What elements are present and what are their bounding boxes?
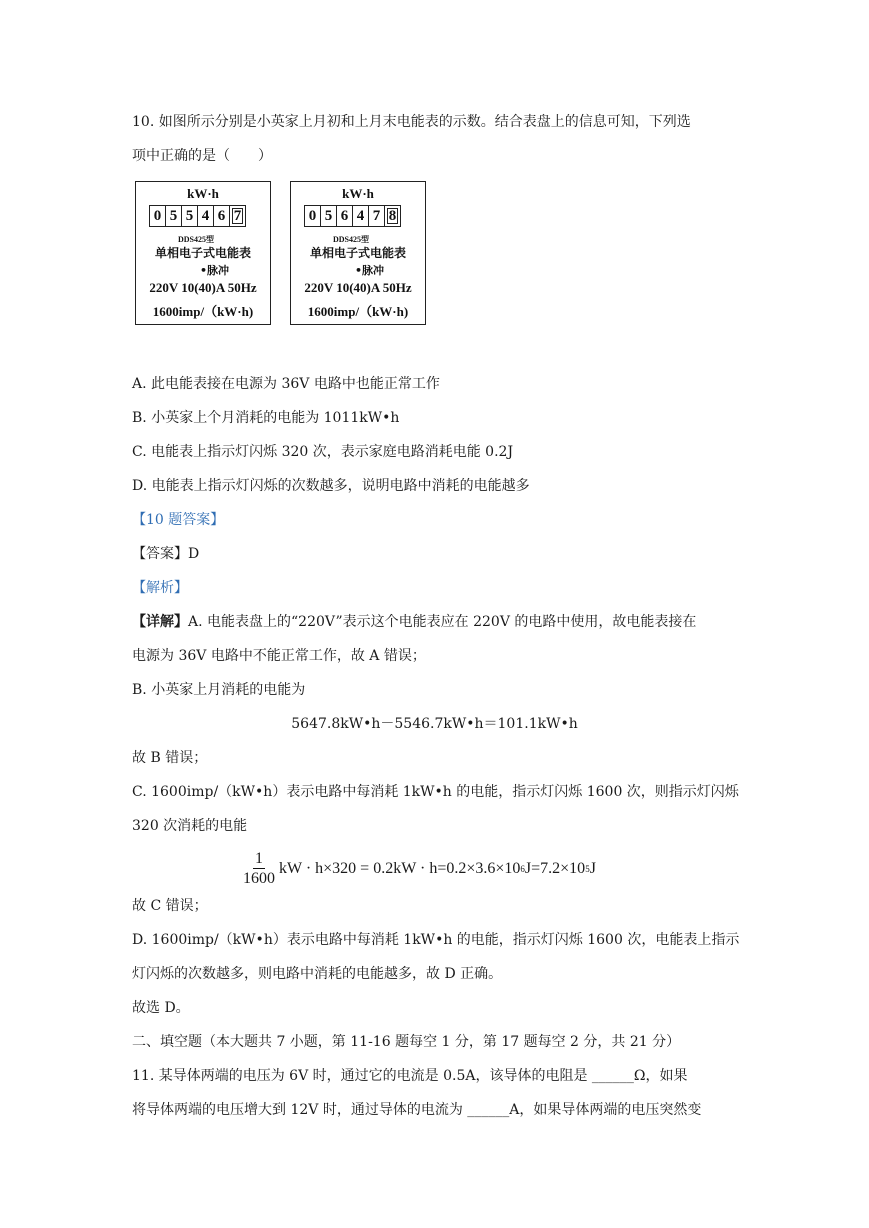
formula-mid: J=7.2×10 <box>524 860 586 877</box>
meter-digit: 4 <box>197 205 214 227</box>
detail-d-line-1: D. 1600imp/（kW•h）表示电路中每消耗 1kW•h 的电能，指示灯闪烁 1600 次，电能表上指示 <box>132 932 740 948</box>
meter-digits <box>150 205 246 227</box>
detail-tag: 【详解】 <box>132 614 188 630</box>
option-c: C. 电能表上指示灯闪烁 320 次，表示家庭电路消耗电能 0.2J <box>132 444 514 460</box>
detail-c-line-2: 320 次消耗的电能 <box>132 818 248 834</box>
formula-exponent-1: 6 <box>520 864 525 874</box>
answer-heading: 【10 题答案】 <box>132 512 225 528</box>
meter-digits <box>305 205 401 227</box>
meter-digit: 5 <box>320 205 337 227</box>
meter-digit: 6 <box>336 205 353 227</box>
formula-rest: kW · h×320 = 0.2kW · h=0.2×3.6×10 <box>279 860 521 877</box>
meter-decimal-digit: 7 <box>229 205 246 227</box>
detail-b-line-1: B. 小英家上月消耗的电能为 <box>132 682 306 698</box>
meter-name: 单相电子式电能表 <box>309 246 406 260</box>
option-d: D. 电能表上指示灯闪烁的次数越多，说明电路中消耗的电能越多 <box>132 478 530 494</box>
meter-spec: 220V 10(40)A 50Hz <box>304 280 412 295</box>
meter-digit: 5 <box>181 205 198 227</box>
formula-c <box>243 849 596 889</box>
meter-digit: 0 <box>149 205 166 227</box>
meter-digit: 7 <box>368 205 385 227</box>
meter-spec: 220V 10(40)A 50Hz <box>149 280 257 295</box>
meter-name: 单相电子式电能表 <box>154 246 251 260</box>
meter-digit: 6 <box>213 205 230 227</box>
meter-digit: 5 <box>165 205 182 227</box>
detail-c-line-1: C. 1600imp/（kW•h）表示电路中每消耗 1kW•h 的电能，指示灯闪烁 1600 次，则指示灯闪烁 <box>132 784 739 800</box>
formula-b: 5647.8kW•h－5546.7kW•h＝101.1kW•h <box>291 716 578 732</box>
question-11-line-2: 将导体两端的电压增大到 12V 时，通过导体的电流为 ______A，如果导体两端的电压突然变 <box>132 1102 702 1118</box>
meter-pulse-indicator: •脉冲 <box>200 264 230 277</box>
meter-start-of-month <box>135 181 271 325</box>
detail-b-line-2: 故 B 错误； <box>132 750 208 766</box>
detail-c-line-3: 故 C 错误； <box>132 898 208 914</box>
question-stem-line-2: 项中正确的是（ ） <box>132 148 272 164</box>
meter-constant: 1600imp/（kW·h) <box>307 304 409 319</box>
meter-end-of-month <box>290 181 426 325</box>
analysis-heading: 【解析】 <box>132 580 188 596</box>
meter-decimal-digit: 8 <box>384 205 401 227</box>
question-11-line-1: 11. 某导体两端的电压为 6V 时，通过它的电流是 0.5A，该导体的电阻是 ______Ω，如果 <box>132 1068 688 1084</box>
detail-a-text: A. 电能表盘上的“220V”表示这个电能表应在 220V 的电路中使用，故电能表接在 <box>188 614 697 630</box>
detail-a-line-1 <box>132 612 696 632</box>
meter-pulse-indicator: •脉冲 <box>355 264 385 277</box>
fraction-denominator: 1600 <box>243 870 275 887</box>
meter-unit: kW·h <box>187 186 219 201</box>
section-2-title: 二、填空题（本大题共 7 小题，第 11-16 题每空 1 分，第 17 题每空 2 分，共 21 分） <box>132 1034 681 1050</box>
formula-end: J <box>589 860 596 877</box>
formula-exponent-2: 5 <box>585 864 590 874</box>
meter-model: DDS425型 <box>333 235 370 244</box>
fraction-numerator: 1 <box>255 850 263 867</box>
option-a: A. 此电能表接在电源为 36V 电路中也能正常工作 <box>132 376 440 392</box>
meter-unit: kW·h <box>342 186 374 201</box>
answer-value: 【答案】D <box>132 546 200 562</box>
formula-fraction <box>243 849 275 889</box>
option-b: B. 小英家上个月消耗的电能为 1011kW•h <box>132 410 400 426</box>
conclusion: 故选 D。 <box>132 1000 190 1016</box>
meter-digit: 0 <box>304 205 321 227</box>
question-stem-line-1: 10. 如图所示分别是小英家上月初和上月末电能表的示数。结合表盘上的信息可知，下列选 <box>132 114 691 130</box>
meter-digit: 4 <box>352 205 369 227</box>
meter-model: DDS425型 <box>178 235 215 244</box>
meter-constant: 1600imp/（kW·h) <box>152 304 254 319</box>
detail-d-line-2: 灯闪烁的次数越多，则电路中消耗的电能越多，故 D 正确。 <box>132 966 503 982</box>
detail-a-line-2: 电源为 36V 电路中不能正常工作，故 A 错误； <box>132 648 426 664</box>
